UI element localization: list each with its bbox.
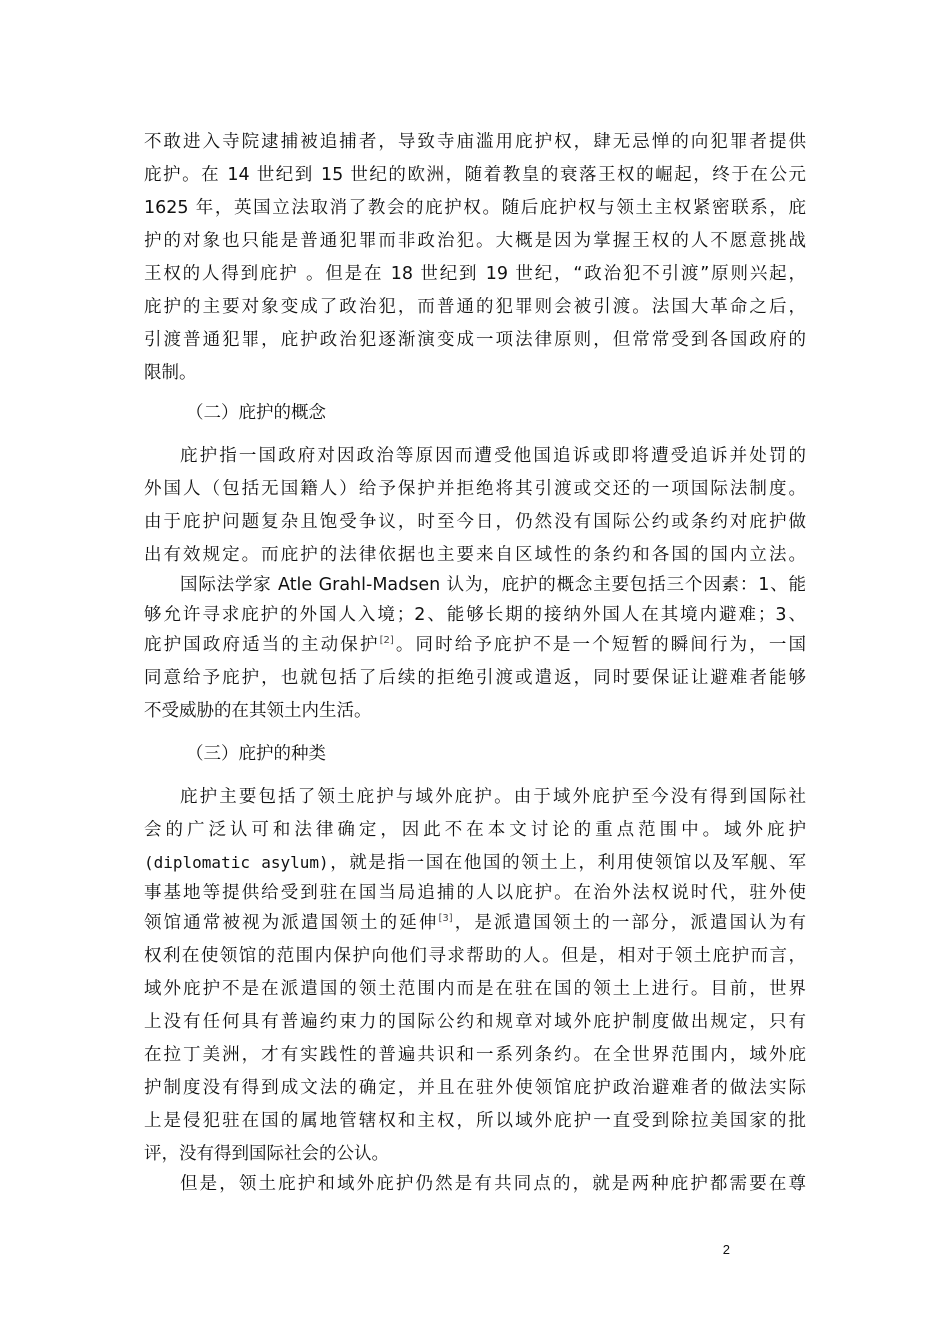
text-line: 国际法学家 Atle Grahl-Madsen 认为，庇护的概念主要包括三个因素：1、能 xyxy=(180,575,806,595)
text-line: 1625 年，英国立法取消了教会的庇护权。随后庇护权与领土主权紧密联系，庇 xyxy=(144,198,806,218)
term-fragment: (diplomatic asylum) xyxy=(144,853,329,872)
text-line xyxy=(144,630,806,660)
text-line xyxy=(144,908,806,938)
citation-link[interactable]: [2] xyxy=(379,635,394,646)
text-fragment: ，就是指一国在他国的领土上，利用使领馆以及军舰、军 xyxy=(328,853,806,873)
text-line: 不敢进入寺院逮捕被追捕者，导致寺庙滥用庇护权，肆无忌惮的向犯罪者提供 xyxy=(144,132,806,152)
text-fragment: 庇护国政府适当的主动保护 xyxy=(144,635,380,655)
section-heading: （三）庇护的种类 xyxy=(186,744,326,764)
text-line: 外国人（包括无国籍人）给予保护并拒绝将其引渡或交还的一项国际法制度。 xyxy=(144,479,806,499)
text-line: 出有效规定。而庇护的法律依据也主要来自区域性的条约和各国的国内立法。 xyxy=(144,545,806,565)
text-line: 庇护的主要对象变成了政治犯，而普通的犯罪则会被引渡。法国大革命之后， xyxy=(144,297,806,317)
text-line: 庇护。在 14 世纪到 15 世纪的欧洲，随着教皇的衰落王权的崛起，终于在公元 xyxy=(144,165,806,185)
text-line: 不受威胁的在其领土内生活。 xyxy=(144,701,372,721)
text-line: 会的广泛认可和法律确定，因此不在本文讨论的重点范围中。域外庇护 xyxy=(144,820,806,840)
citation-link[interactable]: [3] xyxy=(438,913,453,924)
text-line: 护的对象也只能是普通犯罪而非政治犯。大概是因为掌握王权的人不愿意挑战 xyxy=(144,231,806,251)
text-fragment: 。同时给予庇护不是一个短暂的瞬间行为，一国 xyxy=(393,635,807,655)
text-line: 权利在使领馆的范围内保护向他们寻求帮助的人。但是，相对于领土庇护而言， xyxy=(144,946,806,966)
text-line: 庇护主要包括了领土庇护与域外庇护。由于域外庇护至今没有得到国际社 xyxy=(180,787,806,807)
text-line: 域外庇护不是在派遣国的领土范围内而是在驻在国的领土上进行。目前，世界 xyxy=(144,979,806,999)
text-line xyxy=(144,848,806,878)
text-line: 但是，领土庇护和域外庇护仍然是有共同点的，就是两种庇护都需要在尊 xyxy=(180,1174,806,1194)
text-line: 护制度没有得到成文法的确定，并且在驻外使领馆庇护政治避难者的做法实际 xyxy=(144,1078,806,1098)
text-line: 限制。 xyxy=(144,363,197,383)
page-number: 2 xyxy=(722,1242,730,1257)
text-line: 评，没有得到国际社会的公认。 xyxy=(144,1144,389,1164)
text-fragment: ，是派遣国领土的一部分，派遣国认为有 xyxy=(452,913,807,933)
section-heading: （二）庇护的概念 xyxy=(186,403,326,423)
text-line: 庇护指一国政府对因政治等原因而遭受他国追诉或即将遭受追诉并处罚的 xyxy=(180,446,806,466)
text-line: 上没有任何具有普遍约束力的国际公约和规章对域外庇护制度做出规定，只有 xyxy=(144,1012,806,1032)
text-line: 事基地等提供给受到驻在国当局追捕的人以庇护。在治外法权说时代，驻外使 xyxy=(144,883,806,903)
text-line: 引渡普通犯罪，庇护政治犯逐渐演变成一项法律原则，但常常受到各国政府的 xyxy=(144,330,806,350)
text-line: 上是侵犯驻在国的属地管辖权和主权，所以域外庇护一直受到除拉美国家的批 xyxy=(144,1111,806,1131)
text-fragment: 领馆通常被视为派遣国领土的延伸 xyxy=(144,913,439,933)
text-line: 够允许寻求庇护的外国人入境；2、能够长期的接纳外国人在其境内避难；3、 xyxy=(144,605,806,625)
text-line: 由于庇护问题复杂且饱受争议，时至今日，仍然没有国际公约或条约对庇护做 xyxy=(144,512,806,532)
text-line: 在拉丁美洲，才有实践性的普遍共识和一系列条约。在全世界范围内，域外庇 xyxy=(144,1045,806,1065)
text-line: 同意给予庇护，也就包括了后续的拒绝引渡或遣返，同时要保证让避难者能够 xyxy=(144,668,806,688)
text-line: 王权的人得到庇护 。但是在 18 世纪到 19 世纪，“政治犯不引渡”原则兴起， xyxy=(144,264,806,284)
